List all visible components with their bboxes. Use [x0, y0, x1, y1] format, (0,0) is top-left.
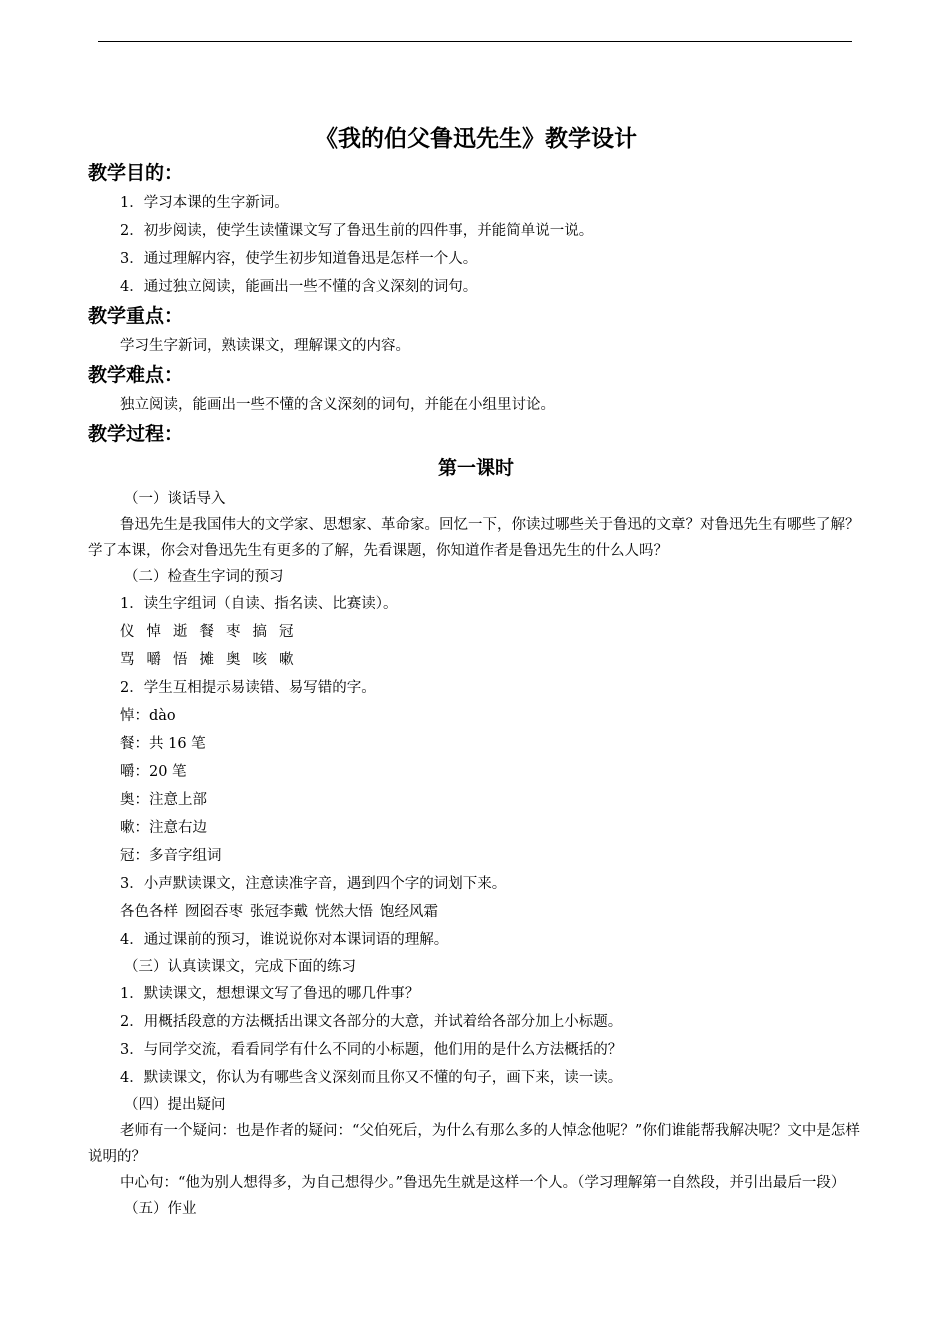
document-title: 《我的伯父鲁迅先生》教学设计: [315, 125, 637, 152]
intro-paragraph: 鲁迅先生是我国伟大的文学家、思想家、革命家。回忆一下，你读过哪些关于鲁迅的文章？对鲁迅先生有哪些了解？学了本课，你会对鲁迅先生有更多的了解，先看课题，你知道作者是鲁迅先生的什么人吗？: [88, 517, 860, 559]
character-note: 冠：多音字组词: [120, 848, 222, 864]
idioms-row: [88, 898, 864, 926]
character: 嚼: [146, 652, 161, 668]
character: 餐: [199, 624, 214, 640]
idiom: 饱经风霜: [380, 904, 438, 920]
step-item: 3．小声默读课文，注意读准字音，遇到四个字的词划下来。: [120, 876, 507, 892]
process-heading: 教学过程：: [88, 423, 184, 445]
character: 逝: [173, 624, 188, 640]
objective-item: 1．学习本课的生字新词。: [120, 195, 289, 211]
character-note: 奥：注意上部: [120, 792, 207, 808]
section-title: （五）作业: [124, 1201, 197, 1217]
section-title: （四）提出疑问: [124, 1097, 226, 1113]
section-title: （一）谈话导入: [124, 491, 226, 507]
character-note: 悼：dào: [120, 708, 176, 724]
key-points-text: 学习生字新词，熟读课文，理解课文的内容。: [120, 338, 410, 354]
character: 嗽: [279, 652, 294, 668]
objective-item: 2．初步阅读，使学生读懂课文写了鲁迅生前的四件事，并能简单说一说。: [120, 223, 594, 239]
idiom: 张冠李戴: [250, 904, 308, 920]
objective-item: 3．通过理解内容，使学生初步知道鲁迅是怎样一个人。: [120, 251, 478, 267]
exercise-item: 4．默读课文，你认为有哪些含义深刻而且你又不懂的句子，画下来，读一读。: [120, 1070, 623, 1086]
exercise-item: 3．与同学交流，看看同学有什么不同的小标题，他们用的是什么方法概括的？: [120, 1042, 623, 1058]
idiom: 各色各样: [120, 904, 178, 920]
character: 咳: [252, 652, 267, 668]
section-title: （二）检查生字词的预习: [124, 569, 284, 585]
character: 搞: [252, 624, 267, 640]
exercise-item: 2．用概括段意的方法概括出课文各部分的大意，并试着给各部分加上小标题。: [120, 1014, 623, 1030]
step-item: 2．学生互相提示易读错、易写错的字。: [120, 680, 376, 696]
character: 奥: [226, 652, 241, 668]
document-page: [88, 120, 864, 1222]
character-note: 餐：共 16 笔: [120, 736, 206, 752]
question-paragraph: 老师有一个疑问：也是作者的疑问：“父伯死后，为什么有那么多的人悼念他呢？”你们谁能帮我解决呢？文中是怎样说明的？: [88, 1123, 860, 1165]
character-note: 嗽：注意右边: [120, 820, 207, 836]
idiom: 恍然大悟: [315, 904, 373, 920]
character-note: 嚼：20 笔: [120, 764, 187, 780]
character: 枣: [226, 624, 241, 640]
character: 仪: [120, 624, 135, 640]
step-item: 1．读生字组词（自读、指名读、比赛读）。: [120, 596, 398, 612]
character: 悼: [146, 624, 161, 640]
exercise-item: 1．默读课文，想想课文写了鲁迅的哪几件事？: [120, 986, 420, 1002]
character: 骂: [120, 652, 135, 668]
character: 冠: [279, 624, 294, 640]
lesson-title: 第一课时: [437, 457, 514, 479]
step-item: 4．通过课前的预习，谁说说你对本课词语的理解。: [120, 932, 449, 948]
key-points-heading: 教学重点：: [88, 305, 184, 327]
section-title: （三）认真读课文，完成下面的练习: [124, 959, 356, 975]
idiom: 囫囵吞枣: [185, 904, 243, 920]
character: 悟: [173, 652, 188, 668]
new-characters-row: [88, 646, 864, 674]
difficulties-text: 独立阅读，能画出一些不懂的含义深刻的词句，并能在小组里讨论。: [120, 397, 555, 413]
header-rule: [98, 41, 852, 42]
objectives-heading: 教学目的：: [88, 162, 184, 184]
central-sentence-paragraph: 中心句：“他为别人想得多，为自己想得少。”鲁迅先生就是这样一个人。（学习理解第一自然段，并引出最后一段）: [120, 1175, 846, 1191]
difficulties-heading: 教学难点：: [88, 364, 184, 386]
character: 摊: [199, 652, 214, 668]
objective-item: 4．通过独立阅读，能画出一些不懂的含义深刻的词句。: [120, 279, 478, 295]
new-characters-row: [88, 618, 864, 646]
